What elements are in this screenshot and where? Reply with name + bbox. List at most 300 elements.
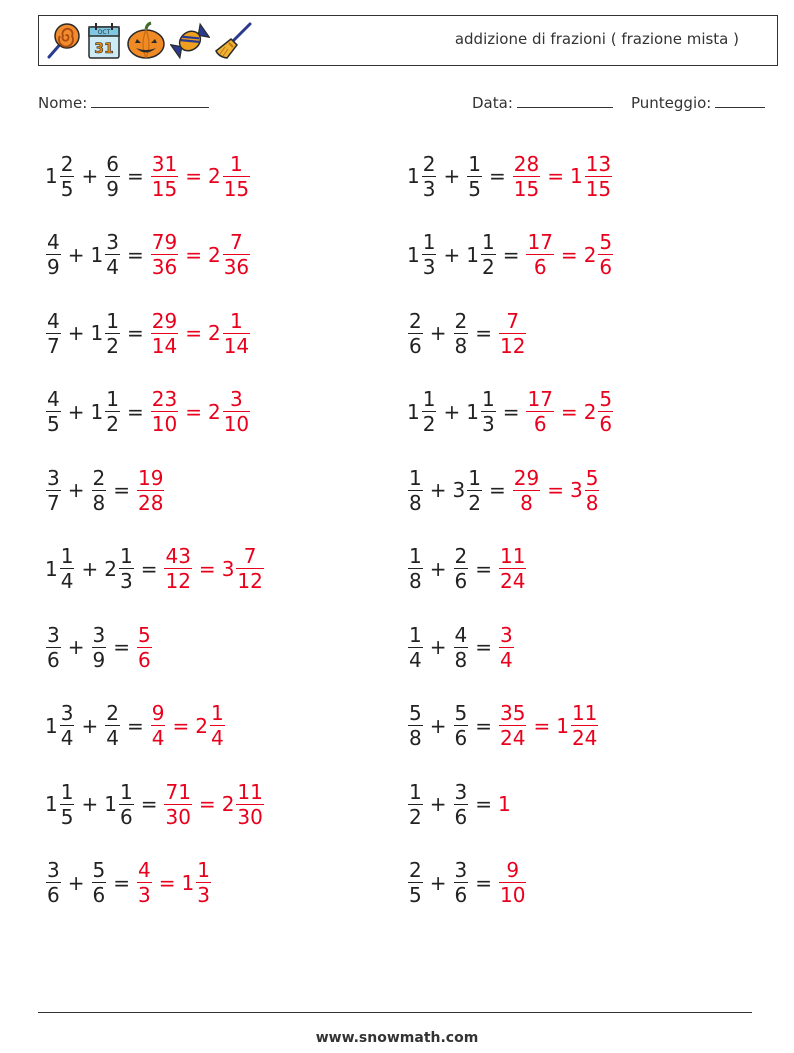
numerator: 1 <box>409 622 422 647</box>
fraction <box>499 623 514 672</box>
numerator: 7 <box>243 544 257 568</box>
numerator: 31 <box>151 151 178 176</box>
fraction <box>46 623 61 672</box>
denominator: 8 <box>454 647 468 672</box>
equals-sign: = <box>140 792 158 816</box>
whole-part: 3 <box>569 478 583 502</box>
numerator: 2 <box>409 308 422 333</box>
numerator: 2 <box>454 544 468 568</box>
fraction <box>137 466 164 515</box>
denominator: 8 <box>409 726 422 750</box>
mixed-number <box>453 544 470 593</box>
denominator: 6 <box>533 412 547 436</box>
numerator: 11 <box>500 544 526 568</box>
problem-row <box>45 140 251 212</box>
mixed-number <box>45 780 75 829</box>
denominator: 3 <box>422 176 436 201</box>
denominator: 12 <box>237 569 263 593</box>
score-blank[interactable] <box>715 93 765 108</box>
numerator: 1 <box>481 230 495 254</box>
fraction <box>46 230 61 279</box>
denominator: 2 <box>468 490 481 515</box>
denominator: 5 <box>409 883 422 907</box>
mixed-number <box>453 858 470 907</box>
score-field <box>631 93 765 112</box>
mixed-number <box>556 701 599 750</box>
numerator: 28 <box>513 151 540 176</box>
equals-sign: = <box>140 556 158 581</box>
plus-sign: + <box>443 164 461 188</box>
whole-part: 3 <box>221 556 235 581</box>
mixed-number <box>104 544 134 593</box>
equals-sign: = <box>475 713 492 738</box>
whole-part: 1 <box>45 713 58 738</box>
problem-row <box>45 376 251 448</box>
denominator: 4 <box>106 255 119 279</box>
fraction <box>454 544 469 593</box>
numerator: 9 <box>151 701 165 725</box>
numerator: 1 <box>230 308 243 333</box>
fraction <box>46 309 61 358</box>
mixed-number <box>91 466 108 515</box>
numerator: 2 <box>409 858 422 882</box>
denominator: 30 <box>237 804 263 829</box>
numerator: 35 <box>500 701 526 725</box>
numerator: 1 <box>119 544 133 568</box>
mixed-number <box>407 858 424 907</box>
mixed-number <box>453 623 470 672</box>
numerator: 1 <box>106 387 119 411</box>
numerator: 1 <box>106 308 119 333</box>
denominator: 6 <box>409 333 422 358</box>
denominator: 24 <box>500 569 526 593</box>
fraction <box>105 701 120 750</box>
fraction <box>151 230 178 279</box>
equals-sign: = <box>158 870 176 895</box>
whole-part: 1 <box>407 164 420 188</box>
plus-sign: + <box>67 321 85 345</box>
denominator: 3 <box>138 883 151 907</box>
mixed-number <box>466 152 483 201</box>
denominator: 24 <box>571 726 598 750</box>
mixed-number <box>91 230 121 279</box>
answer <box>150 309 251 358</box>
numerator: 3 <box>47 858 60 882</box>
denominator: 4 <box>60 569 74 593</box>
equals-sign: = <box>185 164 202 188</box>
fraction <box>137 858 152 907</box>
plus-sign: + <box>429 635 447 659</box>
fraction <box>526 230 553 279</box>
mixed-number <box>208 309 251 358</box>
numerator: 3 <box>500 622 513 647</box>
mixed-number <box>150 387 179 436</box>
whole-part: 1 <box>407 242 420 267</box>
equals-sign: = <box>475 870 492 895</box>
answer <box>498 544 527 593</box>
fraction <box>408 623 423 672</box>
answer <box>163 544 264 593</box>
numerator: 1 <box>409 779 422 804</box>
denominator: 9 <box>47 255 60 279</box>
answer <box>525 230 614 279</box>
fraction <box>571 701 598 750</box>
numerator: 4 <box>47 230 60 254</box>
whole-part: 1 <box>466 242 479 267</box>
worksheet-title: addizione di frazioni ( frazione mista ) <box>454 30 739 48</box>
denominator: 3 <box>119 569 133 593</box>
fraction <box>223 230 250 279</box>
equals-sign: = <box>126 242 144 267</box>
answer <box>150 230 251 279</box>
plus-sign: + <box>443 242 461 267</box>
numerator: 3 <box>230 387 243 411</box>
fraction <box>151 387 178 436</box>
denominator: 2 <box>481 255 495 279</box>
denominator: 15 <box>223 176 250 201</box>
mixed-number <box>498 701 527 750</box>
denominator: 8 <box>409 490 422 515</box>
mixed-number <box>45 309 62 358</box>
whole-part: 1 <box>466 399 479 424</box>
fraction <box>46 387 61 436</box>
problem-row <box>407 219 614 291</box>
whole-part: 1 <box>45 556 58 581</box>
numerator: 1 <box>409 465 422 490</box>
fraction <box>408 309 423 358</box>
fraction <box>454 701 469 750</box>
mixed-number <box>584 387 614 436</box>
plus-sign: + <box>429 321 447 345</box>
numerator: 4 <box>47 387 60 411</box>
mixed-number <box>163 780 192 829</box>
denominator: 5 <box>468 176 481 201</box>
denominator: 6 <box>92 883 106 907</box>
mixed-number <box>407 544 424 593</box>
mixed-number <box>407 780 424 829</box>
footer-divider <box>38 1012 752 1013</box>
mixed-number <box>136 466 165 515</box>
broom-icon <box>213 21 253 61</box>
answer <box>150 701 226 750</box>
denominator: 4 <box>106 726 119 750</box>
plus-sign: + <box>67 399 85 424</box>
equals-sign: = <box>502 399 520 424</box>
denominator: 14 <box>151 333 178 358</box>
mixed-number <box>150 701 167 750</box>
fraction <box>422 230 437 279</box>
numerator: 2 <box>454 308 468 333</box>
mixed-number <box>45 544 75 593</box>
denominator: 24 <box>500 726 526 750</box>
problem-row <box>45 533 265 605</box>
whole-part: 2 <box>207 164 221 188</box>
problem-row <box>407 611 515 683</box>
calendar-day: 31 <box>94 41 114 57</box>
mixed-number <box>104 152 121 201</box>
fraction <box>223 152 250 201</box>
numerator: 3 <box>92 622 106 647</box>
numerator: 1 <box>422 387 436 411</box>
numerator: 3 <box>454 858 468 882</box>
denominator: 5 <box>60 176 74 201</box>
whole-part: 1 <box>90 321 104 345</box>
fraction <box>92 858 107 907</box>
numerator: 5 <box>599 230 613 254</box>
equals-sign: = <box>533 713 551 738</box>
whole-part: 1 <box>181 870 195 895</box>
denominator: 14 <box>223 333 250 358</box>
mixed-number <box>182 858 212 907</box>
denominator: 6 <box>599 412 613 436</box>
numerator: 3 <box>47 622 60 647</box>
mixed-number <box>45 623 62 672</box>
plus-sign: + <box>81 792 99 816</box>
denominator: 6 <box>454 569 468 593</box>
mixed-number <box>208 230 251 279</box>
whole-part: 2 <box>583 399 597 424</box>
fraction <box>236 544 263 593</box>
numerator: 2 <box>422 151 436 176</box>
plus-sign: + <box>429 792 447 816</box>
denominator: 15 <box>151 176 178 201</box>
header-box <box>38 15 778 66</box>
numerator: 3 <box>60 701 74 725</box>
denominator: 6 <box>599 255 613 279</box>
mixed-number <box>104 701 121 750</box>
equals-sign: = <box>198 556 216 581</box>
fraction <box>223 387 250 436</box>
numerator: 1 <box>468 151 481 176</box>
mixed-number <box>91 309 121 358</box>
mixed-number <box>222 544 265 593</box>
fraction <box>422 387 437 436</box>
denominator: 7 <box>47 490 60 515</box>
problem-row <box>45 611 153 683</box>
denominator: 4 <box>500 647 513 672</box>
numerator: 5 <box>585 465 599 490</box>
problem-row <box>407 140 613 212</box>
denominator: 15 <box>585 176 612 201</box>
denominator: 8 <box>585 490 599 515</box>
whole-part: 2 <box>207 242 221 267</box>
problem-row <box>407 297 527 369</box>
pumpkin-icon <box>125 21 167 61</box>
denominator: 36 <box>151 255 178 279</box>
numerator: 71 <box>165 779 191 804</box>
denominator: 10 <box>500 883 526 907</box>
whole-part: 3 <box>452 478 466 502</box>
mixed-number <box>104 780 134 829</box>
fraction <box>408 858 423 907</box>
numerator: 11 <box>571 701 598 725</box>
numerator: 79 <box>151 230 178 254</box>
mixed-number <box>466 230 496 279</box>
denominator: 5 <box>60 804 74 829</box>
equals-sign: = <box>126 713 144 738</box>
numerator: 43 <box>165 544 191 568</box>
mixed-number <box>45 387 62 436</box>
whole-part: 2 <box>207 321 221 345</box>
fraction <box>585 466 600 515</box>
mixed-number <box>512 152 541 201</box>
mixed-number <box>91 387 121 436</box>
plus-sign: + <box>443 399 461 424</box>
mixed-number <box>136 623 153 672</box>
fraction <box>454 623 469 672</box>
fraction <box>481 387 496 436</box>
mixed-number <box>498 792 512 816</box>
mixed-number <box>195 701 225 750</box>
denominator: 2 <box>106 412 119 436</box>
fraction <box>236 780 263 829</box>
problem-row <box>407 454 600 526</box>
fraction <box>119 780 134 829</box>
denominator: 28 <box>138 490 164 515</box>
answer <box>498 623 515 672</box>
fraction <box>164 780 191 829</box>
plus-sign: + <box>81 164 99 188</box>
numerator: 1 <box>119 779 133 804</box>
numerator: 7 <box>230 230 243 254</box>
mixed-number <box>453 466 483 515</box>
answer <box>136 623 153 672</box>
problem-row <box>407 533 527 605</box>
mixed-number <box>150 152 179 201</box>
numerator: 1 <box>197 858 210 882</box>
fraction <box>513 466 540 515</box>
icon-strip <box>43 19 253 63</box>
plus-sign: + <box>67 870 85 895</box>
problem-row <box>407 376 614 448</box>
denominator: 3 <box>481 412 495 436</box>
numerator: 1 <box>422 230 436 254</box>
fraction <box>499 858 526 907</box>
mixed-number <box>570 152 613 201</box>
mixed-number <box>222 780 265 829</box>
mixed-number <box>498 858 527 907</box>
fraction <box>137 623 152 672</box>
fraction <box>151 309 178 358</box>
answer <box>525 387 614 436</box>
whole-part: 1 <box>90 242 104 267</box>
denominator: 6 <box>47 883 60 907</box>
denominator: 15 <box>513 176 540 201</box>
mixed-number <box>136 858 153 907</box>
numerator: 17 <box>527 387 553 411</box>
problem-row <box>45 768 265 840</box>
equals-sign: = <box>475 321 492 345</box>
denominator: 2 <box>409 804 422 829</box>
denominator: 8 <box>92 490 106 515</box>
numerator: 4 <box>454 622 468 647</box>
mixed-number <box>91 858 108 907</box>
numerator: 29 <box>151 308 178 333</box>
name-blank[interactable] <box>91 93 209 108</box>
fraction <box>408 780 423 829</box>
numerator: 3 <box>47 465 60 490</box>
problem-row <box>407 690 599 762</box>
numerator: 4 <box>138 858 151 882</box>
footer-url: www.snowmath.com <box>315 1030 479 1046</box>
whole-part: 1 <box>569 164 583 188</box>
denominator: 6 <box>454 804 468 829</box>
plus-sign: + <box>429 870 447 895</box>
denominator: 6 <box>454 883 468 907</box>
mixed-number <box>45 858 62 907</box>
date-blank[interactable] <box>517 93 613 108</box>
mixed-number <box>453 701 470 750</box>
whole-part: 2 <box>207 399 221 424</box>
plus-sign: + <box>81 713 99 738</box>
equals-sign: = <box>113 870 130 895</box>
denominator: 5 <box>47 412 60 436</box>
fraction <box>105 309 120 358</box>
denominator: 12 <box>165 569 191 593</box>
mixed-number <box>512 466 541 515</box>
mixed-number <box>453 780 470 829</box>
mixed-number <box>584 230 614 279</box>
fraction <box>60 780 75 829</box>
mixed-number <box>407 230 437 279</box>
numerator: 13 <box>585 151 612 176</box>
plus-sign: + <box>67 635 85 659</box>
mixed-number <box>407 701 424 750</box>
mixed-number <box>150 309 179 358</box>
fraction <box>164 544 191 593</box>
denominator: 6 <box>533 255 547 279</box>
problem-row <box>45 219 251 291</box>
mixed-number <box>525 230 554 279</box>
fraction <box>598 230 613 279</box>
equals-sign: = <box>126 399 144 424</box>
name-label: Nome: <box>38 94 88 112</box>
calendar-month: OCT <box>97 29 111 36</box>
plus-sign: + <box>67 478 85 502</box>
fraction <box>422 152 437 201</box>
equals-sign: = <box>547 164 564 188</box>
equals-sign: = <box>185 399 202 424</box>
whole-part: 1 <box>45 164 58 188</box>
numerator: 1 <box>210 701 224 725</box>
fraction <box>454 858 469 907</box>
numerator: 5 <box>138 622 151 647</box>
mixed-number <box>407 152 437 201</box>
equals-sign: = <box>502 242 520 267</box>
numerator: 5 <box>454 701 468 725</box>
denominator: 4 <box>210 726 224 750</box>
score-label: Punteggio: <box>631 94 712 112</box>
answer <box>498 309 527 358</box>
plus-sign: + <box>429 478 447 502</box>
mixed-number <box>163 544 192 593</box>
denominator: 6 <box>119 804 133 829</box>
fraction <box>408 544 423 593</box>
numerator: 5 <box>599 387 613 411</box>
whole-part: 2 <box>583 242 597 267</box>
plus-sign: + <box>67 242 85 267</box>
fraction <box>151 152 178 201</box>
denominator: 7 <box>47 333 60 358</box>
plus-sign: + <box>81 556 99 581</box>
candy-icon <box>170 21 210 61</box>
problem-row <box>407 768 512 840</box>
denominator: 6 <box>454 726 468 750</box>
numerator: 1 <box>468 465 481 490</box>
numerator: 1 <box>60 544 74 568</box>
mixed-number <box>570 466 600 515</box>
whole-part: 1 <box>407 399 420 424</box>
